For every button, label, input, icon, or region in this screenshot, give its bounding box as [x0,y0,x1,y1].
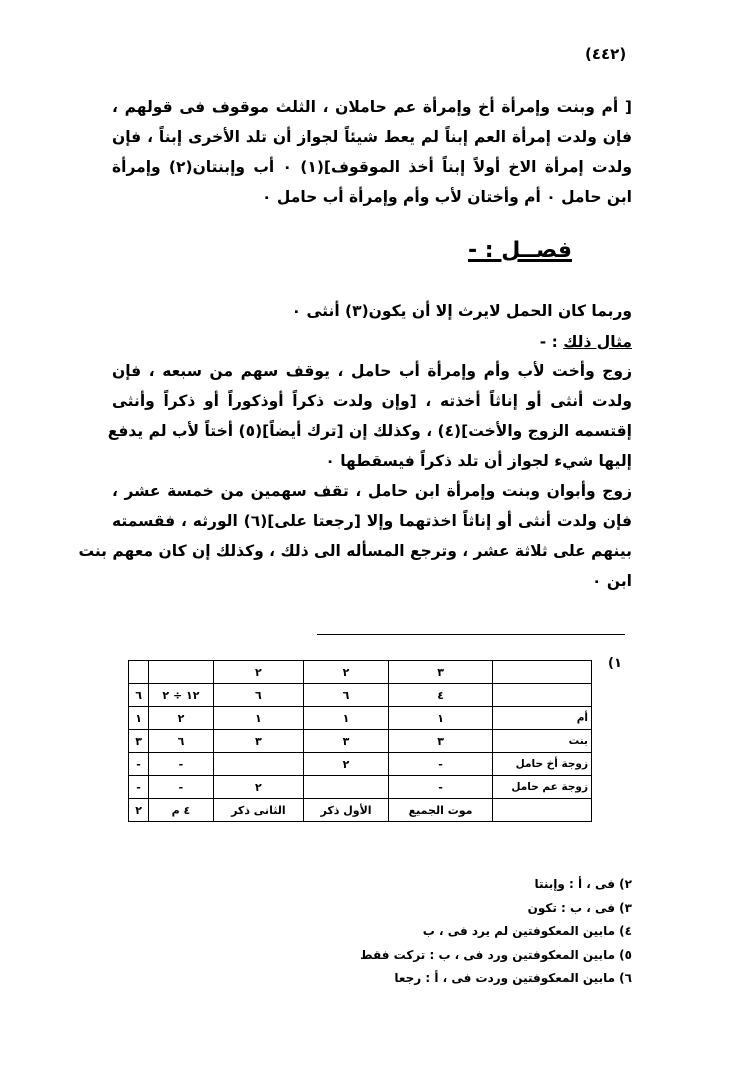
table-cell: ٣ [389,661,493,684]
paragraph-line: بينهم على ثلاثة عشر ، وترجع المسأله الى ذلك ، وكذلك إن كان معهم بنت [78,542,632,560]
row-label-cell: زوجة أخ حامل [493,753,592,776]
table-cell: - [389,776,493,799]
table-cell: ٢ [149,707,214,730]
table-cell: ١ [129,707,149,730]
inheritance-table [128,660,592,822]
table-row [129,707,592,730]
paragraph-line: زوج وأخت لأب وأم وإمرأة أب حامل ، يوقف سهم من سبعه ، فإن [112,362,632,380]
table-cell: ٣ [213,730,303,753]
table-cell [213,753,303,776]
table-cell: موت الجميع [389,799,493,822]
table-cell: ٦ [213,684,303,707]
footnote-marker: ١) [608,656,622,671]
table-cell: ٢ [213,776,303,799]
table-cell [149,661,214,684]
table-row [129,753,592,776]
footnote-divider [317,634,625,635]
table-cell: - [129,776,149,799]
row-label-cell: أم [493,707,592,730]
table-cell [129,661,149,684]
example-suffix: : - [539,333,564,351]
paragraph-line: إقتسمه الزوج والأخت](٤) ، وكذلك إن [ترك أيضاً](٥) أختاً لأب لم يدفع [107,422,632,440]
footnote: ٢) فى ، أ : وإبنتا [534,877,632,891]
row-label-cell: بنت [493,730,592,753]
table-cell: - [129,753,149,776]
row-label-cell [493,799,592,822]
table-row [129,776,592,799]
table-cell: ١ [213,707,303,730]
table-cell: ١ [303,707,388,730]
table-cell: ٤ م [149,799,214,822]
paragraph-3 [107,356,632,476]
table-cell: الأول ذكر [303,799,388,822]
row-label-cell [493,684,592,707]
page-number: (٤٤٢) [585,45,627,63]
table-cell: ٢ [129,799,149,822]
paragraph-line: زوج وأبوان وبنت وإمرأة ابن حامل ، تقف سهمين من خمسة عشر ، [112,482,632,500]
table-cell: ١٢ ÷ ٢ [149,684,214,707]
table-cell: ٢ [303,753,388,776]
table-cell: ٢ [303,661,388,684]
paragraph-4 [78,476,632,596]
table-cell: - [389,753,493,776]
paragraph-line: ابن حامل ٠ أم وأختان لأب وأم وإمرأة أب حامل ٠ [262,188,632,206]
table-cell: ٦ [129,684,149,707]
row-label-cell: زوجة عم حامل [493,776,592,799]
table-row [129,799,592,822]
row-label-cell [493,661,592,684]
example-heading [540,333,632,351]
footnote: ٥) مابين المعكوفتين ورد فى ، ب : تركت فقط [360,947,632,962]
table-cell: ٦ [149,730,214,753]
footnote: ٣) فى ، ب : تكون [527,900,632,915]
table-cell [303,776,388,799]
section-heading: فصــل : - [467,238,572,263]
footnote: ٤) مابين المعكوفتين لم يرد فى ، ب [422,924,632,938]
paragraph-1 [112,92,632,212]
table-row [129,684,592,707]
paragraph-line: وربما كان الحمل لايرث إلا أن يكون(٣) أنثى ٠ [291,302,632,320]
table-cell: الثانى ذكر [213,799,303,822]
paragraph-line: إليها شيء لجواز أن تلد ذكراً فيسقطها ٠ [325,452,632,470]
paragraph-2 [112,296,632,326]
paragraph-line: [ أم وبنت وإمرأة أخ وإمرأة عم حاملان ، الثلث موقوف فى قولهم ، [112,98,632,116]
table-cell: ١ [389,707,493,730]
paragraph-line: ولدت أنثى أو إناثاً أخذته ، [وإن ولدت ذكراً أوذكوراً أو ذكراً وأنثى [112,392,632,410]
table-row [129,661,592,684]
footnote: ٦) مابين المعكوفتين وردت فى ، أ : رجعا [394,971,632,985]
footnotes [360,873,632,991]
table-cell: ٣ [129,730,149,753]
table-row [129,730,592,753]
example-label: مثال ذلك [563,333,632,351]
table-cell: ٤ [389,684,493,707]
paragraph-line: فإن ولدت أنثى أو إناثاً اخذتهما وإلا [رجعتا على](٦) الورثه ، فقسمته [112,512,632,530]
table-cell: - [149,776,214,799]
paragraph-line: ولدت إمرأة الاخ أولاً إبناً أخذ الموقوف](١) ٠ أب وإبنتان(٢) وإمرأة [112,158,632,176]
table-cell: ٣ [303,730,388,753]
table-cell: ٢ [213,661,303,684]
table-cell: ٦ [303,684,388,707]
table-cell: ٣ [389,730,493,753]
paragraph-line: فإن ولدت إمرأة العم إبناً لم يعط شيئاً لجواز أن تلد الأخرى إبناً ، فإن [112,128,632,146]
paragraph-line: ابن ٠ [592,572,632,590]
table-cell: - [149,753,214,776]
